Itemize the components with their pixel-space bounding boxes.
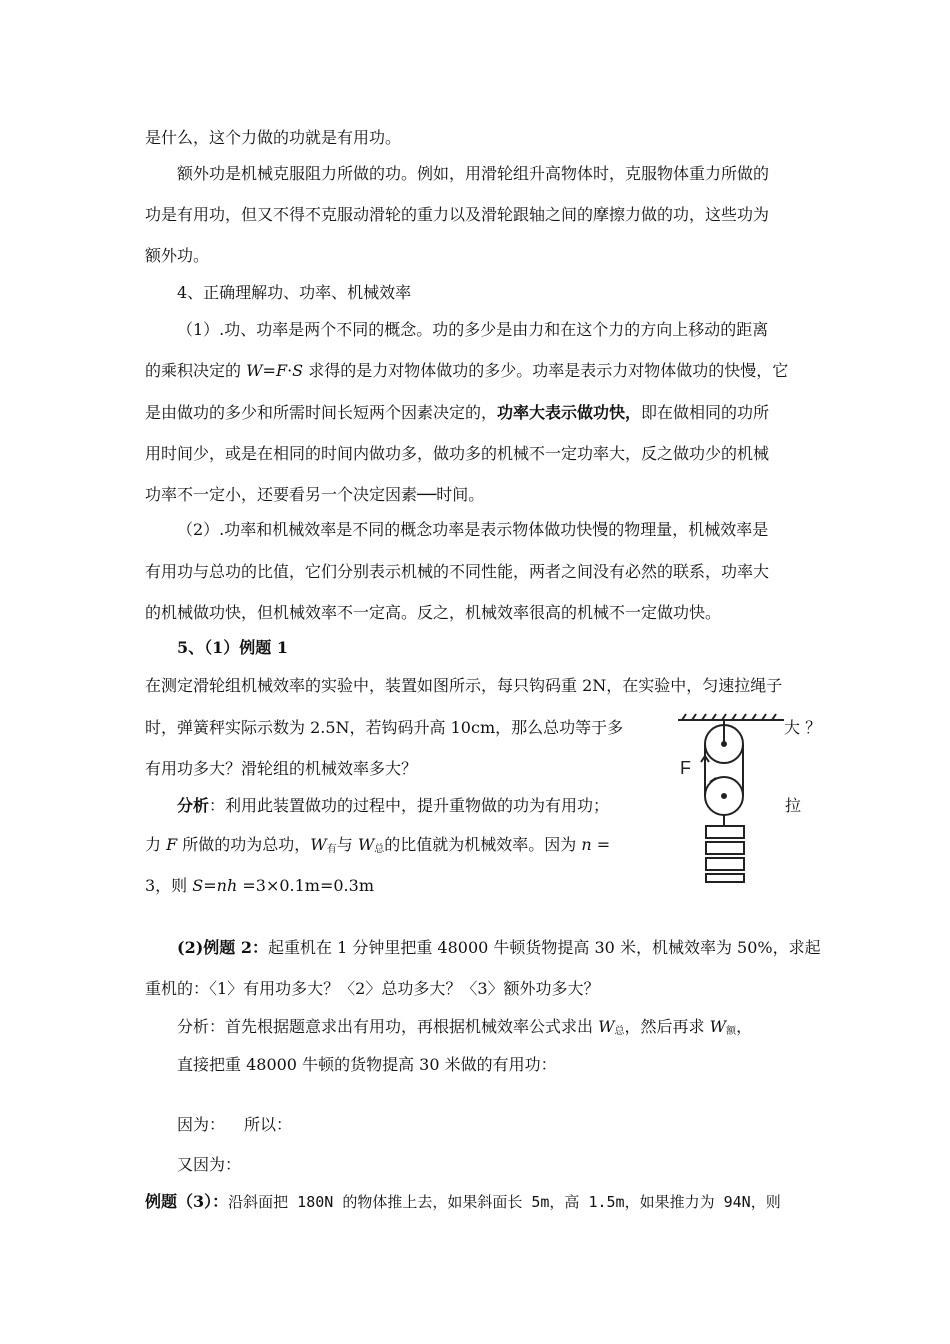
paragraph-line: 有用功与总功的比值，它们分别表示机械的不同性能，两者之间没有必然的联系，功率大 (145, 562, 770, 581)
because-label: 因为： (177, 1115, 226, 1134)
text: 所做的功为总功， (177, 835, 311, 854)
var-n: n (581, 835, 592, 854)
var-f: F (275, 361, 288, 380)
text: =3×0.1m=0.3m (237, 876, 374, 895)
paragraph-line: 额外功是机械克服阻力所做的功。例如，用滑轮组升高物体时，克服物体重力所做的 (177, 164, 770, 183)
again-label: 又因为： (177, 1155, 242, 1174)
text: 是由做功的多少和所需时间长短两个因素决定的， (145, 403, 498, 422)
text: 分析：首先根据题意求出有用功，再根据机械效率公式求出 (177, 1017, 599, 1036)
paragraph-line: 功是有用功，但又不得不克服动滑轮的重力以及滑轮跟轴之间的摩擦力做的功，这些功为 (145, 205, 770, 224)
var-s: S (192, 876, 204, 895)
text: 求得的是力对物体做功的多少。功率是表示力对物体做功的快慢，它 (303, 361, 789, 380)
example-heading: (2)例题 2： (177, 938, 268, 957)
section-heading-4: 4、正确理解功、功率、机械效率 (177, 283, 412, 302)
analysis-line (177, 796, 609, 816)
text: ， (736, 1017, 753, 1036)
var-w: W (310, 835, 327, 854)
text: 的比值就为机械效率。因为 (384, 835, 582, 854)
so-label: 所以： (244, 1115, 293, 1134)
var-w: W (598, 1017, 615, 1036)
var-w: W (246, 361, 263, 380)
subscript: 额 (726, 1026, 737, 1037)
paragraph-line: 重机的：〈1〉有用功多大？〈2〉总功多大？〈3〉额外功多大？ (145, 979, 600, 998)
subscript: 总 (374, 844, 385, 855)
paragraph-line-end: 大 ？ (784, 718, 822, 737)
paragraph-line (177, 938, 821, 958)
text: 沿斜面把 180N 的物体推上去，如果斜面长 5m，高 1.5m，如果推力为 94N，则 (228, 1193, 781, 1211)
paragraph-line (145, 361, 788, 381)
text: ，然后再求 (624, 1017, 710, 1036)
paragraph-line: 用时间少，或是在相同的时间内做功多，做功多的机械不一定功率大，反之做功少的机械 (145, 444, 770, 463)
paragraph-line: 的机械做功快，但机械效率不一定高。反之，机械效率很高的机械不一定做功快。 (145, 603, 722, 622)
paragraph-line: 在测定滑轮组机械效率的实验中，装置如图所示，每只钩码重 2N，在实验中，匀速拉绳子 (145, 676, 783, 695)
subscript: 总 (614, 1026, 625, 1037)
pulley-diagram (676, 712, 786, 884)
force-label: F (680, 758, 691, 778)
paragraph-line: （1）.功、功率是两个不同的概念。功的多少是由力和在这个力的方向上移动的距离 (177, 320, 769, 339)
text: = (203, 876, 217, 895)
paragraph-line (145, 403, 769, 423)
example-heading: 例题（3）： (145, 1192, 229, 1211)
text: 力 (145, 835, 167, 854)
text: = (591, 835, 611, 854)
paragraph-line-end: 拉 (785, 796, 802, 815)
subscript: 有 (326, 844, 337, 855)
paragraph-line (145, 876, 374, 896)
paragraph-line: 直接把重 48000 牛顿的货物提高 30 米做的有用功： (177, 1055, 557, 1074)
analysis-line (177, 1017, 752, 1042)
text: = (262, 361, 276, 380)
section-heading-5: 5、（1）例题 1 (177, 638, 288, 657)
paragraph-line: 有用功多大？滑轮组的机械效率多大？ (145, 759, 418, 778)
var-w: W (709, 1017, 727, 1036)
paragraph-line: 功率不一定小，还要看另一个决定因素──时间。 (145, 485, 485, 504)
paragraph-line: 时，弹簧秤实际示数为 2.5N，若钩码升高 10cm，那么总功等于多 (145, 718, 624, 737)
var-f: F (166, 835, 178, 854)
bold-text: 功率大表示做功快， (497, 403, 642, 422)
text: ：利用此装置做功的过程中，提升重物做的功为有用功； (209, 796, 610, 815)
paragraph-line: 是什么，这个力做的功就是有用功。 (145, 128, 402, 147)
var-w: W (357, 835, 375, 854)
paragraph-line: 额外功。 (145, 246, 210, 265)
text: 3，则 (145, 876, 193, 895)
var-nh: nh (216, 876, 238, 895)
paragraph-line (145, 835, 610, 860)
paragraph-line (145, 1192, 781, 1212)
text: · (287, 361, 293, 380)
paragraph-line: （2）.功率和机械效率是不同的概念功率是表示物体做功快慢的物理量，机械效率是 (177, 520, 769, 539)
text: 与 (336, 835, 358, 854)
analysis-label: 分析 (177, 796, 210, 815)
var-s: S (292, 361, 304, 380)
text: 起重机在 1 分钟里把重 48000 牛顿货物提高 30 米，机械效率为 50%，求起 (267, 938, 821, 957)
text: 的乘积决定的 (145, 361, 247, 380)
text: 即在做相同的功所 (641, 403, 770, 422)
